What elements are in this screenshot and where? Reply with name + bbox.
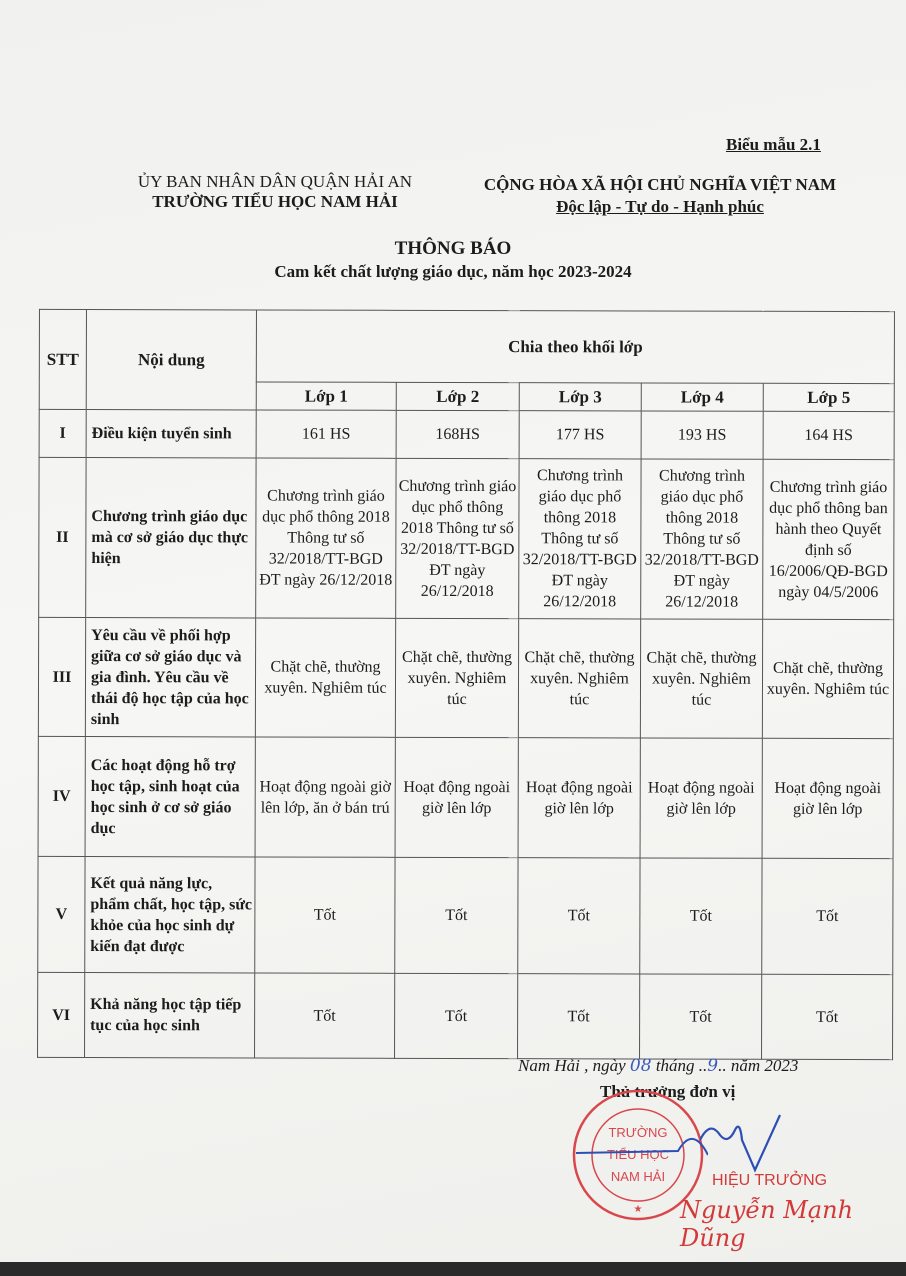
- national-title: CỘNG HÒA XÃ HỘI CHỦ NGHĨA VIỆT NAM: [483, 175, 837, 194]
- table-row: [38, 617, 893, 738]
- svg-text:TIỂU HỌC: TIỂU HỌC: [606, 1147, 670, 1162]
- row-stt: III: [38, 617, 85, 736]
- grade-value-cell: 161 HS: [256, 410, 396, 458]
- issuer-school: TRƯỜNG TIỂU HỌC NAM HẢI: [152, 192, 398, 211]
- date-day: 08: [629, 1056, 652, 1076]
- grade-value-cell: Chặt chẽ, thường xuyên. Nghiêm túc: [518, 619, 640, 738]
- head-title: Thủ trưởng đơn vị: [600, 1082, 736, 1101]
- row-content: Yêu cầu về phối hợp giữa cơ sở giáo dục và gia đình. Yêu cầu về thái độ học tập của học sinh: [85, 618, 255, 737]
- table-row: [38, 736, 893, 858]
- row-stt: IV: [38, 736, 85, 856]
- header-grade-5: Lớp 5: [763, 383, 894, 411]
- grade-value-cell: Hoạt động ngoài giờ lên lớp, ăn ở bán trú: [255, 737, 395, 857]
- issuer-header: [110, 172, 440, 212]
- signer-name: Nguyễn Mạnh Dũng: [680, 1196, 854, 1252]
- row-content: Điều kiện tuyển sinh: [86, 410, 256, 458]
- header-content: Nội dung: [86, 310, 256, 410]
- row-stt: VI: [38, 972, 85, 1057]
- row-stt: I: [39, 409, 86, 457]
- signature: [700, 1110, 790, 1180]
- table-row: [38, 856, 893, 974]
- header-stt: STT: [39, 309, 86, 409]
- grade-value-cell: Chặt chẽ, thường xuyên. Nghiêm túc: [255, 618, 395, 737]
- grade-value-cell: Hoạt động ngoài giờ lên lớp: [395, 737, 518, 857]
- grade-value-cell: Chặt chẽ, thường xuyên. Nghiêm túc: [640, 619, 762, 738]
- svg-text:NAM HẢI: NAM HẢI: [610, 1169, 666, 1184]
- grade-value-cell: Tốt: [762, 858, 893, 974]
- row-content: Chương trình giáo dục mà cơ sở giáo dục thực hiện: [86, 458, 256, 618]
- commitment-table: [37, 309, 895, 1060]
- date-line: Nam Hải , ngày 08 tháng ..9.. năm 2023: [518, 1056, 799, 1076]
- grade-value-cell: Chương trình giáo dục phổ thông 2018 Thông tư số 32/2018/TT-BGD ĐT ngày 26/12/2018: [519, 459, 641, 619]
- row-content: Khả năng học tập tiếp tục của học sinh: [85, 973, 255, 1058]
- grade-value-cell: Tốt: [255, 857, 395, 973]
- grade-value-cell: Tốt: [640, 974, 762, 1059]
- grade-value-cell: Hoạt động ngoài giờ lên lớp: [762, 738, 893, 858]
- grade-value-cell: Tốt: [640, 858, 762, 974]
- grade-value-cell: 168HS: [396, 410, 519, 458]
- grade-value-cell: Tốt: [518, 974, 640, 1059]
- grade-value-cell: Chương trình giáo dục phổ thông ban hành theo Quyết định số 16/2006/QĐ-BGD ngày 04/5/2006: [763, 459, 894, 619]
- date-month: 9: [707, 1056, 719, 1076]
- document-title: THÔNG BÁO: [394, 238, 512, 259]
- grade-value-cell: Tốt: [518, 858, 640, 974]
- document-subtitle: Cam kết chất lượng giáo dục, năm học 2023-2024: [274, 262, 632, 281]
- date-place: Nam Hải , ngày: [518, 1056, 626, 1075]
- date-year: năm 2023: [730, 1056, 799, 1075]
- table-row: [39, 457, 894, 619]
- grade-value-cell: 164 HS: [763, 411, 894, 459]
- grade-value-cell: Tốt: [762, 974, 893, 1059]
- form-code: Biểu mẫu 2.1: [726, 135, 821, 154]
- grade-value-cell: Chương trình giáo dục phổ thông 2018 Thông tư số 32/2018/TT-BGD ĐT ngày 26/12/2018: [396, 458, 519, 618]
- svg-text:★: ★: [633, 1204, 643, 1215]
- row-stt: II: [39, 457, 86, 617]
- table-row: [39, 409, 894, 459]
- svg-text:TRƯỜNG: TRƯỜNG: [608, 1125, 668, 1140]
- grade-value-cell: Chương trình giáo dục phổ thông 2018 Thông tư số 32/2018/TT-BGD ĐT ngày 26/12/2018: [256, 458, 396, 618]
- grade-value-cell: Tốt: [255, 973, 395, 1058]
- national-header: [455, 174, 865, 218]
- grade-value-cell: Tốt: [395, 973, 518, 1058]
- grade-value-cell: 193 HS: [641, 411, 763, 459]
- signer-role: HIỆU TRƯỞNG: [712, 1172, 828, 1189]
- header-grade-3: Lớp 3: [519, 383, 641, 411]
- header-grade-2: Lớp 2: [396, 382, 519, 410]
- grade-value-cell: Tốt: [395, 857, 518, 973]
- header-grade-group: Chia theo khối lớp: [256, 310, 894, 384]
- grade-value-cell: Chặt chẽ, thường xuyên. Nghiêm túc: [395, 618, 518, 737]
- row-stt: V: [38, 856, 85, 972]
- grade-value-cell: Hoạt động ngoài giờ lên lớp: [640, 738, 762, 858]
- row-content: Kết quả năng lực, phẩm chất, học tập, sức khỏe của học sinh dự kiến đạt được: [85, 857, 255, 973]
- header-grade-4: Lớp 4: [641, 383, 763, 411]
- national-motto: Độc lập - Tự do - Hạnh phúc: [556, 197, 764, 216]
- grade-value-cell: 177 HS: [519, 411, 641, 459]
- row-content: Các hoạt động hỗ trợ học tập, sinh hoạt của học sinh ở cơ sở giáo dục: [85, 737, 255, 857]
- header-grade-1: Lớp 1: [256, 382, 396, 410]
- grade-value-cell: Hoạt động ngoài giờ lên lớp: [518, 738, 640, 858]
- date-month-label: tháng: [655, 1056, 695, 1075]
- grade-value-cell: Chương trình giáo dục phổ thông 2018 Thông tư số 32/2018/TT-BGD ĐT ngày 26/12/2018: [641, 459, 763, 619]
- table-row: [38, 972, 893, 1059]
- issuer-authority: ỦY BAN NHÂN DÂN QUẬN HẢI AN: [137, 172, 413, 191]
- grade-value-cell: Chặt chẽ, thường xuyên. Nghiêm túc: [762, 619, 893, 738]
